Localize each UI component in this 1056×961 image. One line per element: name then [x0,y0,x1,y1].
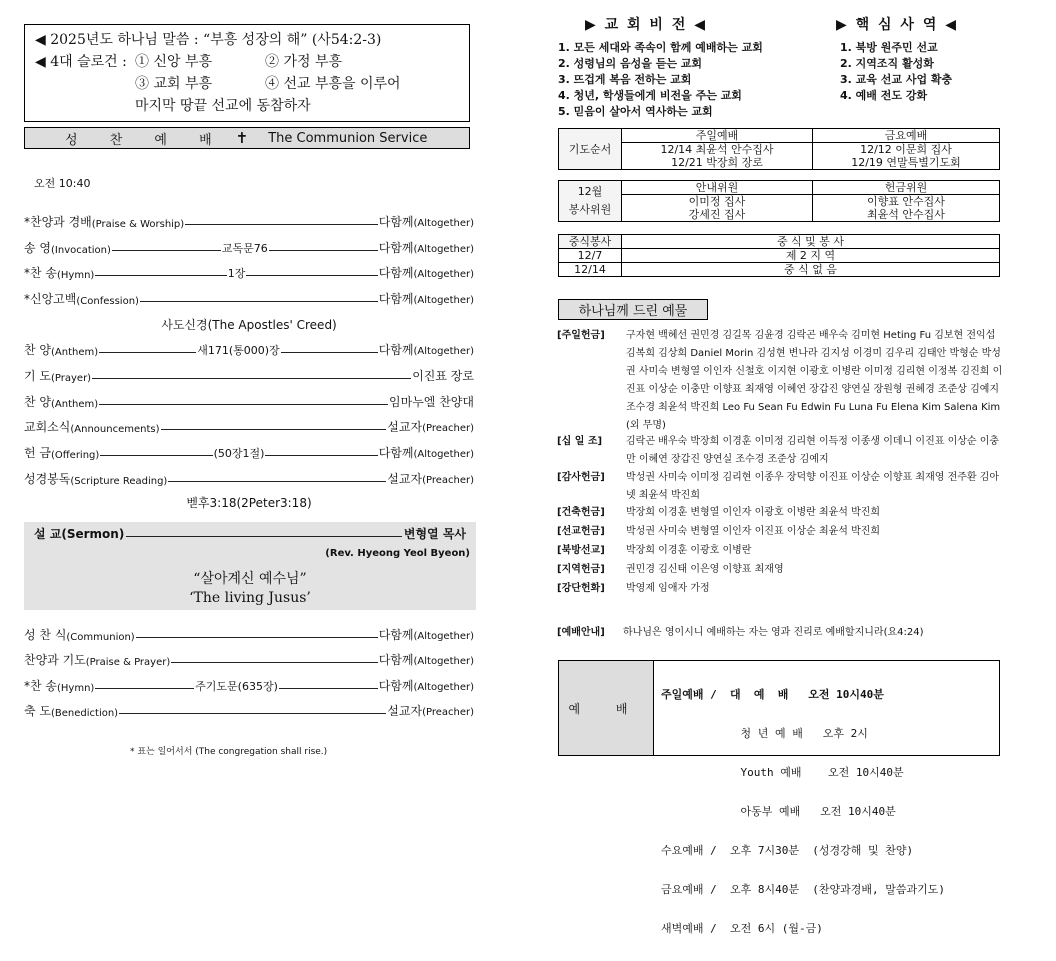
sermon-row [24,525,466,542]
usher-header: 안내위원 [622,181,813,195]
leader-name: 설교자 [387,472,423,486]
leader-english: (Altogether) [413,269,474,280]
sunday-header: 주일예배 [622,129,813,143]
order-row [24,625,474,643]
core-item: 2. 지역조직 활성화 [840,57,934,70]
item-english: (Invocation) [51,245,111,256]
leader-name: 다함께 [378,266,414,280]
slogan-4: ④ 선교 부흥을 이루어 [265,76,401,92]
offering-names: 김락곤 배우숙 박장희 이경훈 이미정 김리현 이득정 이종생 이데니 이진표 이상순 이충만 이혜연 장갑진 양연실 조수경 조준상 김예지 [626,436,1000,465]
leader-name: 다함께 [378,343,414,357]
item-leader [387,418,474,435]
item-name: 헌 금 [24,446,51,460]
service-members-table [558,180,1000,222]
item-leader [389,393,474,410]
offering-names: 박영제 임애자 가정 [626,583,710,594]
guide-text: 하나님은 영이시니 예배하는 자는 영과 진리로 예배할지니라(요4:24) [623,627,924,638]
guide-category: [예배안내] [557,627,605,638]
leader-line [265,455,377,456]
offering-names: 박장희 이경훈 변형열 이인자 이광호 이병란 최윤석 박진희 [626,507,881,518]
worship-line: 주일예배 / 대 예 배 오전 10시40분 [661,688,884,701]
annual-theme-box [24,24,470,122]
item-english: (Confession) [76,296,139,307]
leader-line [126,536,402,537]
slogan-closing: 마지막 땅끝 선교에 동참하자 [135,98,311,114]
month-label: 12월 [577,185,603,198]
vision-item: 4. 청년, 학생들에게 비전을 주는 교회 [558,89,742,102]
item-detail: (50장1절) [213,447,265,460]
worship-line: 새벽예배 / 오전 6시 (월-금) [661,922,823,935]
offering-row [557,580,1007,598]
leader-name: 설교자 [387,420,423,434]
order-row [24,212,474,230]
leader-english: (Altogether) [413,682,474,693]
friday-header: 금요예배 [813,129,1000,143]
leader-name: 이진표 장로 [412,369,474,383]
leader-line [246,275,377,276]
leader-name: 다함께 [378,241,414,255]
slogan-1: ① 신앙 부흥 [135,54,212,70]
leader-line [136,637,378,638]
item-name: *찬 송 [24,679,57,693]
offering-row [557,469,1007,505]
leader-name: 다함께 [378,679,414,693]
vision-list [558,40,763,120]
leader-english: (Altogether) [413,631,474,642]
worship-line: 금요예배 / 오후 8시40분 (찬양과경배, 말씀과기도) [661,883,945,896]
vision-item: 5. 믿음이 살아서 역사하는 교회 [558,105,713,118]
lunch-service-table [558,234,1000,277]
item-english: (Hymn) [57,270,95,281]
communion-title-english: The Communion Service [268,130,428,146]
item-leader [379,239,474,256]
lunch-header: 중 식 및 봉 사 [622,235,1000,249]
slogan-3: ③ 교회 부흥 [135,76,212,92]
item-english: (Communion) [66,632,135,643]
sermon-label: 설 교(Sermon) [34,527,125,541]
offering-names: 박성권 사미숙 이미정 김리현 이종우 장덕향 이진표 이상순 이향표 최재영 전주환 김아넷 최윤석 박진희 [626,472,1000,501]
sermon-box [24,522,476,610]
slogan-label: ◀ 4대 슬로건 : [35,54,127,70]
vision-heading: ▶ 교 회 비 전 ◀ [585,17,707,33]
offering-category: [강단헌화] [557,583,605,594]
leader-english: (Altogether) [413,449,474,460]
item-name: *신앙고백 [24,292,77,306]
leader-english: (Altogether) [413,244,474,255]
vision-item: 2. 성령님의 음성을 듣는 교회 [558,57,703,70]
item-english: (Offering) [51,450,100,461]
item-english: (Benediction) [51,708,119,719]
item-leader [387,470,474,487]
leader-english: (Altogether) [413,656,474,667]
order-row [24,676,474,694]
leader-english: (Preacher) [422,475,474,486]
item-leader [379,444,474,461]
usher-1: 이미정 집사 [622,195,813,209]
worship-schedule-box [558,660,1000,935]
leader-line [95,688,194,689]
sermon-title-english: ‘The living Jusus’ [189,590,311,606]
vision-item: 3. 뜨겁게 복음 전하는 교회 [558,73,692,86]
leader-line [92,378,411,379]
item-english: (Prayer) [51,373,92,384]
item-detail: 새171(통000)장 [197,344,280,357]
item-detail: 1장 [227,267,246,280]
item-name: 기 도 [24,369,51,383]
leader-line [112,250,221,251]
item-name: 성경봉독 [24,472,71,486]
sunday-prayer-1: 12/14 최윤석 안수집사 [622,143,813,157]
order-row [24,289,474,307]
leader-line [99,352,196,353]
offering-member-2: 최윤석 안수집사 [813,208,1000,222]
leader-name: 다함께 [378,292,414,306]
friday-prayer-2: 12/19 연말특별기도회 [813,156,1000,170]
order-row [24,443,474,461]
item-name: 찬 양 [24,343,51,357]
cross-icon: ✝ [235,129,249,147]
communion-title-korean: 성 찬 예 배 [65,132,226,148]
item-leader [379,651,474,668]
item-leader [379,213,474,230]
core-ministry-list [840,40,952,104]
item-detail: 주기도문(635장) [195,680,278,693]
leader-line [281,352,378,353]
offering-names: 권민경 김신태 이은영 이향표 최재영 [626,564,784,575]
members-label: 봉사위원 [568,203,612,216]
sermon-preacher: 변형열 목사 [403,527,466,541]
offering-category: [선교헌금] [557,526,605,537]
order-row [24,417,474,435]
order-row [24,469,474,487]
leader-line [171,662,377,663]
order-row [24,650,474,668]
leader-english: (Preacher) [422,423,474,434]
leader-line [119,713,386,714]
offering-row [557,523,1007,541]
offering-header: 헌금위원 [813,181,1000,195]
item-name: *찬 송 [24,266,57,280]
leader-line [95,275,226,276]
item-english: (Anthem) [51,399,99,410]
item-name: 성 찬 식 [24,628,67,642]
item-name: 축 도 [24,704,51,718]
item-leader [379,290,474,307]
slogan-2: ② 가정 부흥 [265,54,342,70]
annual-theme-line: ◀ 2025년도 하나님 말씀 : “부흥 성장의 해” (사54:2-3) [35,32,382,48]
leader-name: 다함께 [378,628,414,642]
worship-line: 청 년 예 배 오후 2시 [661,727,868,740]
leader-line [185,224,378,225]
service-members-label [559,181,622,222]
offering-category: [주일헌금] [557,330,605,341]
worship-guide [557,623,1007,638]
leader-line [161,429,387,430]
leader-name: 임마누엘 찬양대 [389,395,474,409]
item-name: 교회소식 [24,420,71,434]
order-row [24,366,474,384]
leader-name: 다함께 [378,446,414,460]
item-leader [387,702,474,719]
item-name: 찬양과 기도 [24,653,86,667]
leader-english: (Altogether) [413,295,474,306]
item-name: 송 영 [24,241,51,255]
item-detail: 교독문76 [221,242,268,255]
leader-line [140,301,378,302]
offering-category: [북방선교] [557,545,605,556]
scripture-line: 벧후3:18(2Peter3:18) [186,496,312,510]
core-item: 3. 교육 선교 사업 확충 [840,73,953,86]
offering-row [557,433,1007,469]
creed-line: 사도신경(The Apostles' Creed) [161,318,337,332]
offering-row [557,561,1007,579]
offering-category: [감사헌금] [557,472,605,483]
offering-category: [지역헌금] [557,564,605,575]
worship-line: Youth 예배 오전 10시40분 [661,766,904,779]
leader-line [168,481,386,482]
worship-label: 예 배 [559,661,654,755]
sermon-preacher-english: (Rev. Hyeong Yeol Byeon) [325,548,470,559]
lunch-date-1: 12/7 [559,249,622,263]
worship-line: 수요예배 / 오후 7시30분 (성경강해 및 찬양) [661,844,914,857]
core-ministry-heading: ▶ 핵 심 사 역 ◀ [836,17,958,33]
lunch-label: 중식봉사 [559,235,622,249]
offering-category: [십 일 조] [557,436,603,447]
order-row [24,263,474,281]
order-row [24,238,474,256]
core-item: 4. 예배 전도 강화 [840,89,928,102]
leader-line [100,455,212,456]
offering-row [557,542,1007,560]
leader-english: (Altogether) [413,346,475,357]
item-english: (Praise & Prayer) [85,657,171,668]
prayer-order-table [558,128,1000,170]
service-time: 오전 10:40 [34,177,91,190]
item-english: (Scripture Reading) [70,476,168,487]
leader-name: 설교자 [387,704,423,718]
sermon-title-korean: “살아계신 예수님” [193,571,307,587]
item-name: 찬 양 [24,395,51,409]
item-name: *찬양과 경배 [24,215,92,229]
offering-names: 박성권 사미숙 변형열 이인자 이진표 이상순 최윤석 박진희 [626,526,881,537]
item-leader [379,626,474,643]
offering-names: 박장희 이경훈 이광호 이병란 [626,545,752,556]
order-row [24,701,474,719]
leader-line [279,688,378,689]
vision-item: 1. 모든 세대와 족속이 함께 예배하는 교회 [558,41,763,54]
item-english: (Announcements) [70,424,160,435]
friday-prayer-1: 12/12 이문희 집사 [813,143,1000,157]
lunch-desc-2: 중 식 없 음 [622,263,1000,277]
core-item: 1. 북방 원주민 선교 [840,41,938,54]
sunday-prayer-2: 12/21 박장희 장로 [622,156,813,170]
item-leader [379,677,474,694]
offering-row [557,504,1007,522]
lunch-date-2: 12/14 [559,263,622,277]
leader-english: (Preacher) [422,707,474,718]
offering-member-1: 이향표 안수집사 [813,195,1000,209]
order-row [24,392,474,410]
communion-title [24,127,470,149]
offering-names: 구자현 백혜선 권민경 김길목 김윤경 김락곤 배우숙 김미현 Heting Fu 김보현 전익섭 김복희 김상희 Daniel Morin 김성현 변나라 김지성 이경미 김우리 김태안 박형순 박성권 사미숙 변형열 이인자 신철호 이지현 이광호 이병란 이미정 김리현 이정복 김진희 이진표 이상순 이충만 이향표 최재영 이혜연 장갑진 양연실 장원형 권혜경 조준상 김예지 조수경 최윤석 박진희 Leo Fu Sean Fu Edwin Fu Luna Fu Elena Kim Salena Kim (외 무명) [626,330,1003,431]
item-english: (Praise & Worship) [91,219,185,230]
leader-line [99,404,388,405]
leader-english: (Altogether) [413,218,474,229]
item-leader [412,367,474,384]
leader-name: 다함께 [378,653,414,667]
leader-name: 다함께 [378,215,414,229]
item-english: (Anthem) [51,347,99,358]
offering-row [557,327,1007,435]
item-leader [379,341,474,358]
lunch-desc-1: 제 2 지 역 [622,249,1000,263]
usher-2: 강세진 집사 [622,208,813,222]
worship-line: 아동부 예배 오전 10시40분 [661,805,896,818]
item-leader [379,264,474,281]
worship-lines [661,662,945,961]
offerings-title: 하나님께 드린 예물 [558,299,708,320]
item-english: (Hymn) [57,683,95,694]
slogans [35,51,459,117]
leader-line [269,250,378,251]
stand-note: * 표는 일어서서 (The congregation shall rise.) [130,747,328,757]
prayer-order-label: 기도순서 [559,129,622,170]
order-row [24,340,474,358]
offering-category: [건축헌금] [557,507,605,518]
